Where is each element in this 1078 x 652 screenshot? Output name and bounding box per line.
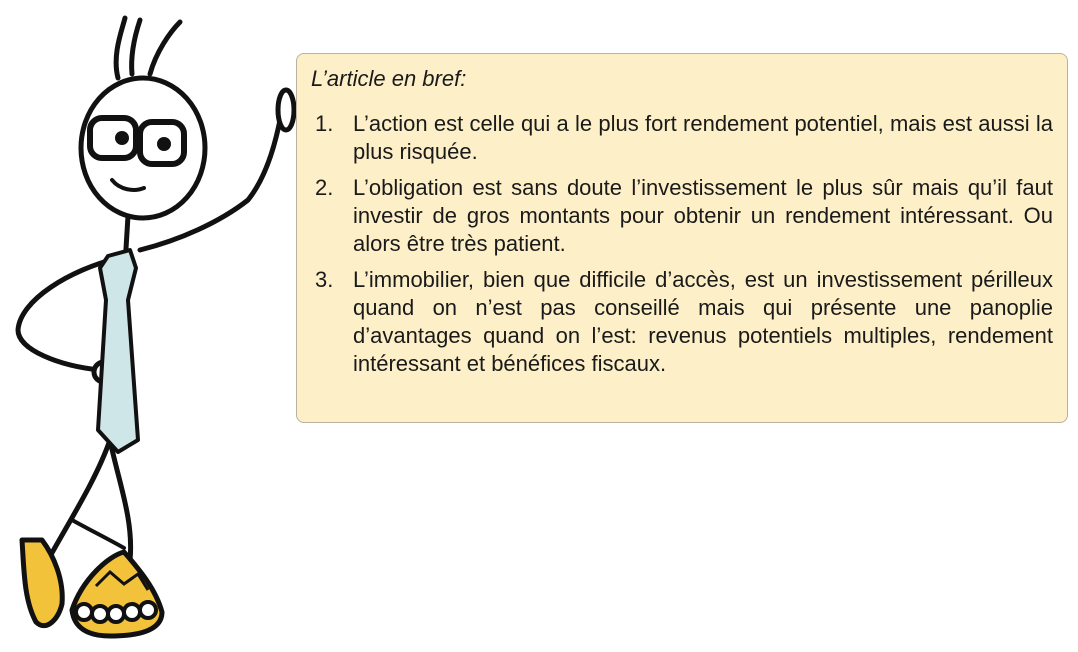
article-summary-box — [296, 53, 1068, 423]
raised-hand — [278, 90, 294, 130]
hair-strand — [116, 18, 125, 78]
hair-strand — [150, 22, 180, 74]
left-shoe — [22, 540, 62, 626]
tie — [98, 250, 138, 452]
list-item-text: L’obligation est sans doute l’investissement le plus sûr mais qu’il faut investir de gros montants pour obtenir un rendement intéressant. Ou alors être très patient. — [353, 175, 1053, 256]
list-item-number: 1. — [315, 111, 334, 136]
list-item-number: 2. — [315, 175, 334, 200]
hair-strand — [132, 20, 140, 74]
summary-title: L’article en bref: — [311, 66, 467, 91]
stick-figure-illustration — [0, 0, 300, 652]
list-item-number: 3. — [315, 267, 334, 292]
summary-list — [311, 110, 1053, 378]
left-leg — [48, 440, 110, 560]
list-item-text: L’immobilier, bien que difficile d’accès, est un investissement périlleux quand on n’est pas conseillé mais qui présente une panoplie d’avantages quand on l’est: revenus potentiels multiples, rendement intéressant et bénéfices fiscaux. — [353, 267, 1053, 376]
list-item — [311, 110, 1053, 166]
list-item — [311, 266, 1053, 378]
list-item — [311, 174, 1053, 258]
list-item-text: L’action est celle qui a le plus fort rendement potentiel, mais est aussi la plus risquée. — [353, 111, 1053, 164]
